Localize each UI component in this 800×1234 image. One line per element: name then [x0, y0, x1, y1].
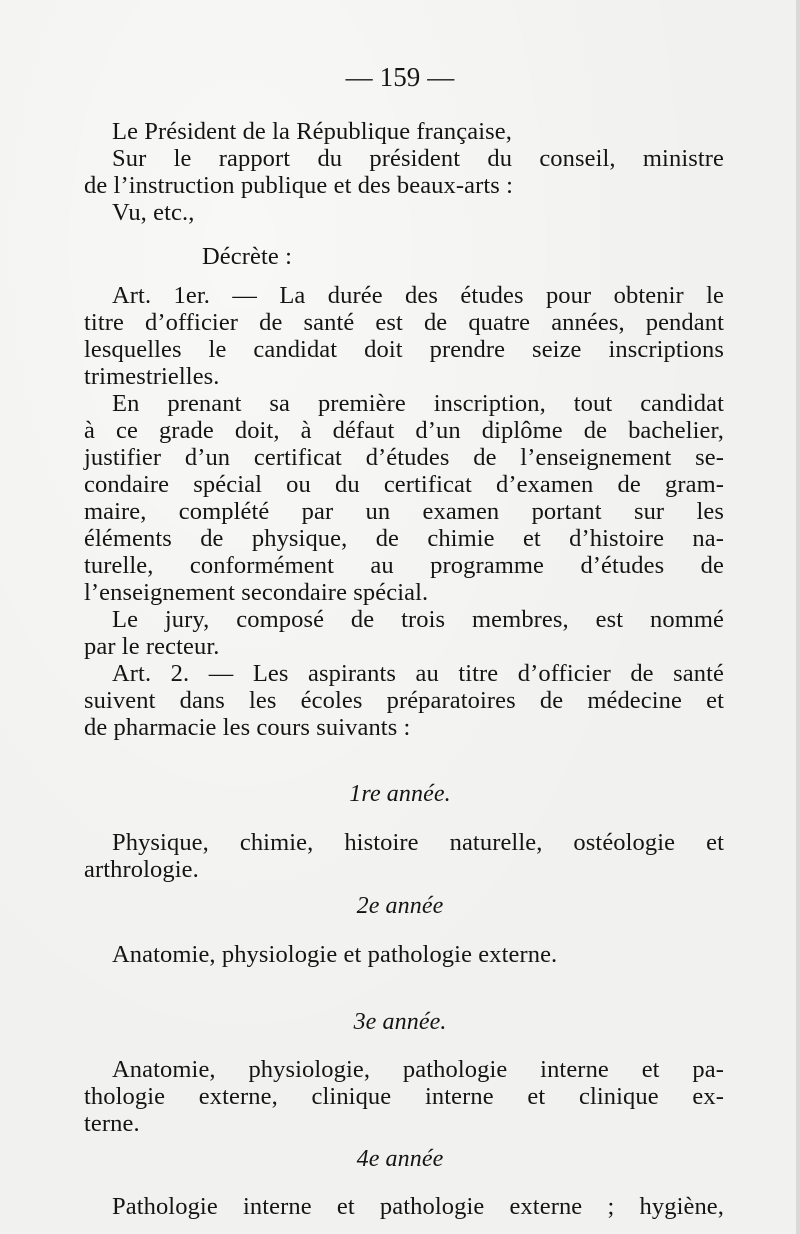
- page-number: — 159 —: [345, 62, 455, 92]
- year-3-heading: 3e année.: [353, 1009, 447, 1035]
- article-1-line: trimestrielles.: [84, 363, 220, 390]
- preamble-line: Vu, etc.,: [112, 199, 195, 226]
- year-3-course-line: terne.: [84, 1110, 140, 1137]
- article-2-line: Art. 2. — Les aspirants au titre d’officier de santé: [112, 660, 724, 687]
- year-3-course-line: thologie externe, clinique interne et clinique ex-: [84, 1083, 724, 1110]
- paragraph-line: l’enseignement secondaire spécial.: [84, 579, 429, 606]
- article-1-line: titre d’officier de santé est de quatre années, pendant: [84, 309, 724, 336]
- paragraph-line: éléments de physique, de chimie et d’histoire na-: [84, 525, 724, 552]
- year-1-course-line: arthrologie.: [84, 856, 199, 883]
- year-4-course-line: Pathologie interne et pathologie externe ; hygiène,: [112, 1193, 724, 1220]
- preamble-line: Sur le rapport du président du conseil, ministre: [112, 145, 724, 172]
- article-2-line: de pharmacie les cours suivants :: [84, 714, 411, 741]
- paragraph-line: justifier d’un certificat d’études de l’enseignement se-: [84, 444, 724, 471]
- year-1-heading: 1re année.: [349, 781, 451, 807]
- paragraph-line: Le jury, composé de trois membres, est nommé: [112, 606, 724, 633]
- article-2-line: suivent dans les écoles préparatoires de médecine et: [84, 687, 724, 714]
- article-1-line: Art. 1er. — La durée des études pour obtenir le: [112, 282, 724, 309]
- paragraph-line: maire, complété par un examen portant sur les: [84, 498, 724, 525]
- preamble-line: de l’instruction publique et des beaux-arts :: [84, 172, 514, 199]
- paragraph-line: turelle, conformément au programme d’études de: [84, 552, 724, 579]
- year-2-heading: 2e année: [356, 893, 444, 919]
- paragraph-line: condaire spécial ou du certificat d’examen de gram-: [84, 471, 724, 498]
- page-edge: [796, 0, 800, 1234]
- year-2-course-line: Anatomie, physiologie et pathologie externe.: [112, 941, 558, 968]
- paragraph-line: En prenant sa première inscription, tout candidat: [112, 390, 724, 417]
- paragraph-line: à ce grade doit, à défaut d’un diplôme de bachelier,: [84, 417, 724, 444]
- year-1-course-line: Physique, chimie, histoire naturelle, ostéologie et: [112, 829, 724, 856]
- year-3-course-line: Anatomie, physiologie, pathologie interne et pa-: [112, 1056, 724, 1083]
- preamble-line: Le Président de la République française,: [112, 118, 512, 145]
- paragraph-line: par le recteur.: [84, 633, 220, 660]
- year-4-heading: 4e année: [356, 1146, 444, 1172]
- decree-heading: Décrète :: [202, 243, 292, 270]
- article-1-line: lesquelles le candidat doit prendre seize inscriptions: [84, 336, 724, 363]
